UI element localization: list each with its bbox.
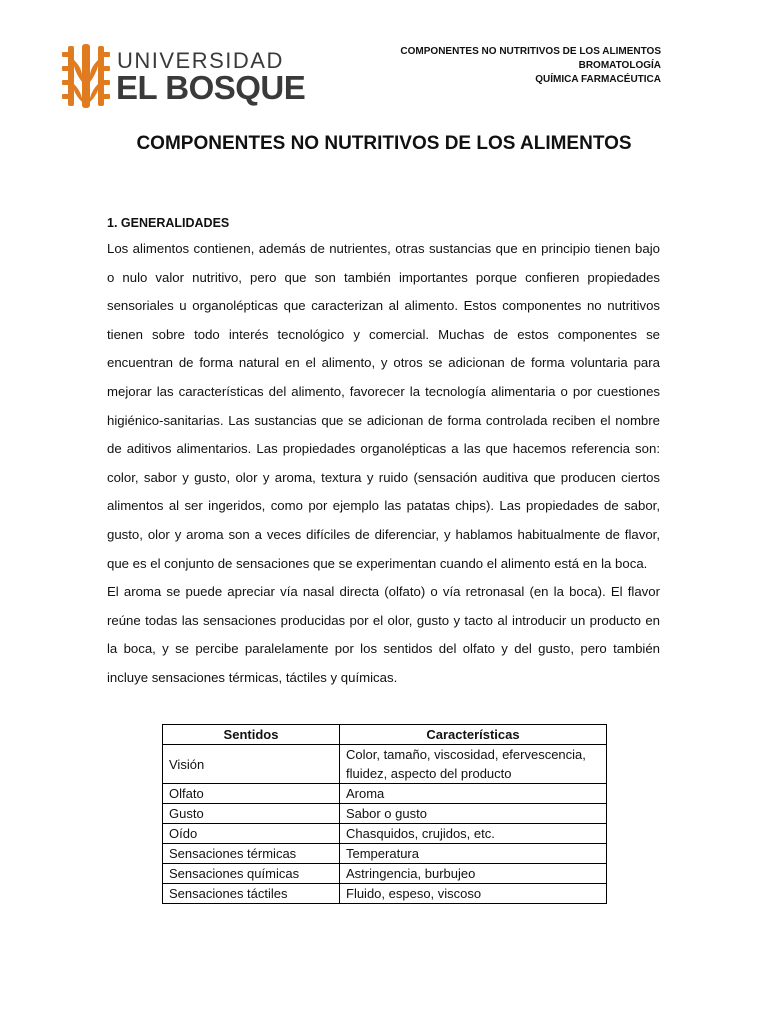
document-body bbox=[107, 211, 660, 693]
table-cell-sense: Oído bbox=[163, 824, 340, 844]
table-cell-sense: Sensaciones químicas bbox=[163, 864, 340, 884]
table-cell-sense: Visión bbox=[163, 745, 340, 784]
logo-text-el-bosque: EL BOSQUE bbox=[116, 69, 306, 106]
senses-table bbox=[162, 724, 607, 904]
paragraph: El aroma se puede apreciar vía nasal directa (olfato) o vía retronasal (en la boca). El flavor reúne todas las sensaciones producidas por el olor, gusto y tacto al introducir un producto en la boca, y se percibe paralelamente por los sentidos del olfato y del gusto, pero también incluye sensaciones térmicas, táctiles y químicas. bbox=[107, 584, 660, 685]
paragraph: Los alimentos contienen, además de nutrientes, otras sustancias que en principio tienen bajo o nulo valor nutritivo, pero que son también importantes porque confieren propiedades sensoriales u organolépticas que caracterizan al alimento. Estos componentes no nutritivos tienen sobre todo interés tecnológico y comercial. Muchas de estos componentes se encuentran de forma natural en el alimento, y otros se adicionan de forma voluntaria para mejorar las características del alimento, favorecer la tecnología alimentaria o por cuestiones higiénico-sanitarias. Las sustancias que se adicionan de forma controlada reciben el nombre de aditivos alimentarios. Las propiedades organolépticas a las que hacemos referencia son: color, sabor y gusto, olor y aroma, textura y ruido (sensación auditiva que producen ciertos alimentos al ser ingeridos, como por ejemplo las patatas chips). Las propiedades de sabor, gusto, olor y aroma son a veces difíciles de diferenciar, y hablamos habitualmente de flavor, que es el conjunto de sensaciones que se experimentan cuando el alimento está en la boca. bbox=[107, 241, 660, 571]
table-cell-sense: Sensaciones térmicas bbox=[163, 844, 340, 864]
table-header-cell: Sentidos bbox=[163, 725, 340, 745]
table-cell-characteristics: Sabor o gusto bbox=[340, 804, 607, 824]
table-header-row bbox=[163, 725, 607, 745]
table-cell-characteristics: Chasquidos, crujidos, etc. bbox=[340, 824, 607, 844]
document-header bbox=[400, 45, 661, 87]
table-row bbox=[163, 844, 607, 864]
table-row bbox=[163, 824, 607, 844]
header-subject: BROMATOLOGÍA bbox=[578, 60, 661, 71]
tree-emblem-icon bbox=[62, 42, 110, 110]
table-header-cell: Características bbox=[340, 725, 607, 745]
table-row bbox=[163, 784, 607, 804]
table-row bbox=[163, 745, 607, 784]
table-cell-sense: Gusto bbox=[163, 804, 340, 824]
table-cell-characteristics: Fluido, espeso, viscoso bbox=[340, 884, 607, 904]
table-cell-sense: Sensaciones táctiles bbox=[163, 884, 340, 904]
table-cell-characteristics: Temperatura bbox=[340, 844, 607, 864]
table-cell-characteristics: Color, tamaño, viscosidad, efervescencia, fluidez, aspecto del producto bbox=[340, 745, 607, 784]
header-program: QUÍMICA FARMACÉUTICA bbox=[535, 74, 661, 85]
section-heading: 1. GENERALIDADES bbox=[107, 216, 230, 230]
table-cell-characteristics: Astringencia, burbujeo bbox=[340, 864, 607, 884]
table-row bbox=[163, 864, 607, 884]
document-title: COMPONENTES NO NUTRITIVOS DE LOS ALIMENTOS bbox=[136, 133, 632, 154]
table-row bbox=[163, 804, 607, 824]
table-cell-characteristics: Aroma bbox=[340, 784, 607, 804]
logo-text-universidad: UNIVERSIDAD bbox=[117, 48, 284, 73]
university-logo bbox=[62, 42, 306, 110]
table-row bbox=[163, 884, 607, 904]
header-topic: COMPONENTES NO NUTRITIVOS DE LOS ALIMENTOS bbox=[400, 46, 661, 57]
table-cell-sense: Olfato bbox=[163, 784, 340, 804]
